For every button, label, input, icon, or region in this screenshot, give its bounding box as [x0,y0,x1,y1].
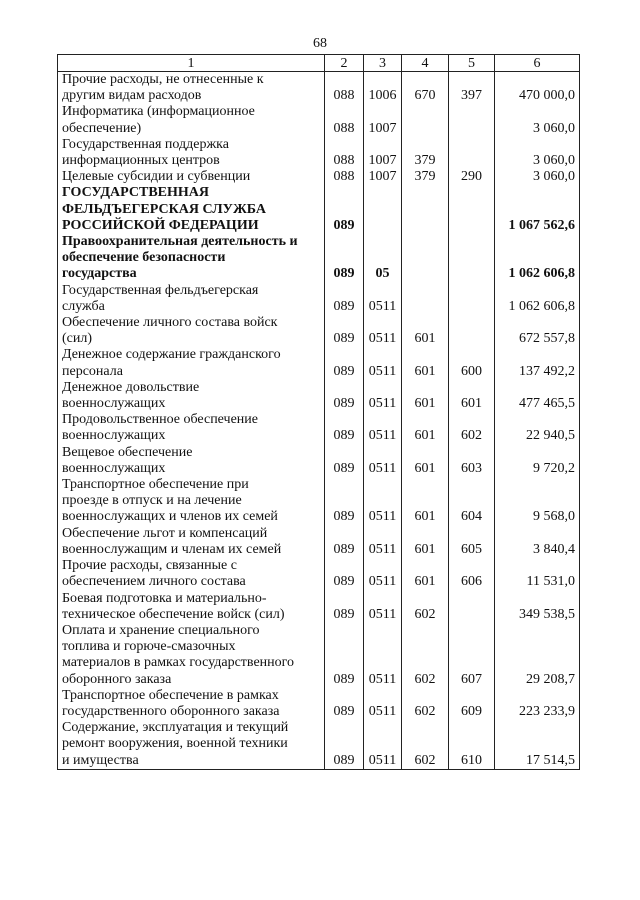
row-amount: 11 531,0 [495,558,580,590]
row-amount: 477 465,5 [495,380,580,412]
row-name [58,347,325,379]
page-number: 68 [313,36,327,51]
row-amount: 137 492,2 [495,347,580,379]
row-chapter-code: 089 [325,623,364,688]
row-name [58,380,325,412]
table-row [58,380,580,412]
table-row [58,591,580,623]
row-expense-code: 602 [449,412,495,444]
row-target-code: 601 [402,315,449,347]
row-amount: 29 208,7 [495,623,580,688]
row-chapter-code: 089 [325,234,364,283]
row-expense-code: 605 [449,526,495,558]
row-chapter-code: 089 [325,526,364,558]
row-amount: 3 060,0 [495,137,580,169]
row-amount: 470 000,0 [495,72,580,105]
row-name-line: ремонт вооружения, военной техники [62,736,288,752]
table-row [58,283,580,315]
row-target-code: 601 [402,412,449,444]
row-name [58,315,325,347]
row-section-code [364,185,402,234]
row-expense-code: 600 [449,347,495,379]
row-name-line: РОССИЙСКОЙ ФЕДЕРАЦИИ [62,217,259,233]
row-name-line: военнослужащих [62,428,166,444]
row-name-line: оборонного заказа [62,671,172,687]
row-chapter-code: 089 [325,688,364,720]
row-expense-code [449,315,495,347]
row-target-code [402,104,449,136]
row-name-line: техническое обеспечение войск (сил) [62,606,285,622]
row-name-line: военнослужащих и членов их семей [62,509,278,525]
row-section-code: 0511 [364,315,402,347]
row-expense-code: 607 [449,623,495,688]
row-name-line: Целевые субсидии и субвенции [62,169,251,185]
row-name-line: Оплата и хранение специального [62,622,260,638]
row-expense-code [449,185,495,234]
row-name-line: Прочие расходы, связанные с [62,558,237,574]
row-expense-code: 610 [449,720,495,769]
row-name [58,720,325,769]
table-row [58,526,580,558]
row-name [58,623,325,688]
row-amount: 9 720,2 [495,445,580,477]
row-expense-code [449,234,495,283]
row-target-code: 601 [402,477,449,526]
table-row [58,688,580,720]
row-name-line: служба [62,298,105,314]
row-name-line: Обеспечение льгот и компенсаций [62,525,268,541]
row-section-code: 1007 [364,169,402,185]
row-expense-code: 603 [449,445,495,477]
row-amount: 3 060,0 [495,104,580,136]
row-name-line: военнослужащих [62,396,166,412]
row-target-code: 601 [402,445,449,477]
row-expense-code: 606 [449,558,495,590]
row-name [58,688,325,720]
row-chapter-code: 089 [325,477,364,526]
column-header-6: 6 [495,55,580,72]
row-name-line: (сил) [62,331,93,347]
row-expense-code: 609 [449,688,495,720]
row-chapter-code: 089 [325,283,364,315]
row-name-line: Государственная фельдъегерская [62,282,259,298]
row-section-code: 0511 [364,623,402,688]
row-name [58,104,325,136]
row-name [58,445,325,477]
row-target-code: 670 [402,72,449,105]
row-name-line: Денежное довольствие [62,379,200,395]
table-row [58,623,580,688]
row-name-line: Денежное содержание гражданского [62,347,281,363]
row-expense-code [449,283,495,315]
row-name-line: другим видам расходов [62,88,202,104]
table-row [58,234,580,283]
table-row [58,104,580,136]
row-target-code: 602 [402,720,449,769]
row-section-code: 0511 [364,412,402,444]
column-header-1: 1 [58,55,325,72]
row-amount: 22 940,5 [495,412,580,444]
row-target-code: 602 [402,623,449,688]
row-name-line: государства [62,266,137,282]
row-expense-code: 601 [449,380,495,412]
row-name-line: Содержание, эксплуатация и текущий [62,720,289,736]
row-amount: 9 568,0 [495,477,580,526]
row-name-line: Транспортное обеспечение в рамках [62,687,279,703]
row-name-line: и имущества [62,752,139,768]
row-amount: 223 233,9 [495,688,580,720]
row-section-code: 0511 [364,283,402,315]
row-name-line: информационных центров [62,153,220,169]
row-name [58,477,325,526]
row-expense-code: 397 [449,72,495,105]
row-name [58,234,325,283]
row-name-line: Транспортное обеспечение при [62,477,249,493]
table-row [58,445,580,477]
row-name-line: Боевая подготовка и материально- [62,590,267,606]
row-amount: 17 514,5 [495,720,580,769]
row-name-line: Правоохранительная деятельность и [62,234,298,250]
table-row [58,137,580,169]
row-name [58,137,325,169]
row-section-code: 1007 [364,104,402,136]
row-amount: 1 062 606,8 [495,234,580,283]
row-amount: 3 840,4 [495,526,580,558]
row-section-code: 0511 [364,347,402,379]
row-chapter-code: 088 [325,104,364,136]
row-name-line: обеспечение) [62,120,142,136]
row-expense-code: 604 [449,477,495,526]
row-chapter-code: 089 [325,720,364,769]
row-name-line: проезде в отпуск и на лечение [62,493,242,509]
row-name [58,185,325,234]
table-row [58,558,580,590]
row-section-code: 0511 [364,526,402,558]
row-amount: 349 538,5 [495,591,580,623]
row-section-code: 05 [364,234,402,283]
row-target-code: 601 [402,558,449,590]
row-name-line: ГОСУДАРСТВЕННАЯ [62,185,209,201]
row-expense-code: 290 [449,169,495,185]
row-target-code: 602 [402,688,449,720]
row-chapter-code: 089 [325,185,364,234]
row-name-line: военнослужащим и членам их семей [62,541,282,557]
row-chapter-code: 088 [325,137,364,169]
table-row [58,720,580,769]
table-header-row [58,55,580,72]
row-target-code: 379 [402,137,449,169]
row-expense-code [449,104,495,136]
table-row [58,347,580,379]
row-target-code [402,234,449,283]
row-section-code: 1006 [364,72,402,105]
row-amount: 1 067 562,6 [495,185,580,234]
row-amount: 3 060,0 [495,169,580,185]
row-amount: 1 062 606,8 [495,283,580,315]
row-name-line: Информатика (информационное [62,104,255,120]
row-target-code: 601 [402,526,449,558]
row-chapter-code: 089 [325,591,364,623]
row-name-line: Государственная поддержка [62,136,229,152]
row-name-line: Обеспечение личного состава войск [62,315,278,331]
row-target-code: 379 [402,169,449,185]
row-name [58,169,325,185]
column-header-2: 2 [325,55,364,72]
row-target-code: 601 [402,380,449,412]
row-name [58,591,325,623]
row-name-line: топлива и горюче-смазочных [62,639,236,655]
table-row [58,185,580,234]
row-name-line: обеспечением личного состава [62,574,246,590]
row-chapter-code: 089 [325,445,364,477]
table-body [58,72,580,770]
row-expense-code [449,137,495,169]
row-chapter-code: 089 [325,380,364,412]
row-name-line: персонала [62,363,123,379]
table-row [58,169,580,185]
row-name-line: Прочие расходы, не отнесенные к [62,72,264,87]
row-name [58,412,325,444]
table-row [58,412,580,444]
row-section-code: 1007 [364,137,402,169]
row-name [58,526,325,558]
table-row [58,72,580,105]
table-row [58,477,580,526]
row-name-line: Вещевое обеспечение [62,444,193,460]
row-section-code: 0511 [364,445,402,477]
row-section-code: 0511 [364,720,402,769]
column-header-5: 5 [449,55,495,72]
row-expense-code [449,591,495,623]
budget-table [57,54,580,770]
row-chapter-code: 089 [325,315,364,347]
row-name [58,558,325,590]
row-target-code: 601 [402,347,449,379]
row-target-code [402,283,449,315]
row-section-code: 0511 [364,477,402,526]
row-section-code: 0511 [364,380,402,412]
row-section-code: 0511 [364,591,402,623]
row-name-line: ФЕЛЬДЪЕГЕРСКАЯ СЛУЖБА [62,201,266,217]
row-name [58,72,325,105]
row-section-code: 0511 [364,558,402,590]
row-amount: 672 557,8 [495,315,580,347]
row-name-line: обеспечение безопасности [62,250,226,266]
row-name-line: военнослужащих [62,460,166,476]
row-chapter-code: 088 [325,72,364,105]
row-name-line: государственного оборонного заказа [62,703,280,719]
row-name-line: Продовольственное обеспечение [62,412,258,428]
table-row [58,315,580,347]
column-header-4: 4 [402,55,449,72]
row-chapter-code: 089 [325,412,364,444]
row-section-code: 0511 [364,688,402,720]
row-name-line: материалов в рамках государственного [62,655,295,671]
row-chapter-code: 088 [325,169,364,185]
row-chapter-code: 089 [325,347,364,379]
row-name [58,283,325,315]
row-chapter-code: 089 [325,558,364,590]
column-header-3: 3 [364,55,402,72]
row-target-code [402,185,449,234]
row-target-code: 602 [402,591,449,623]
